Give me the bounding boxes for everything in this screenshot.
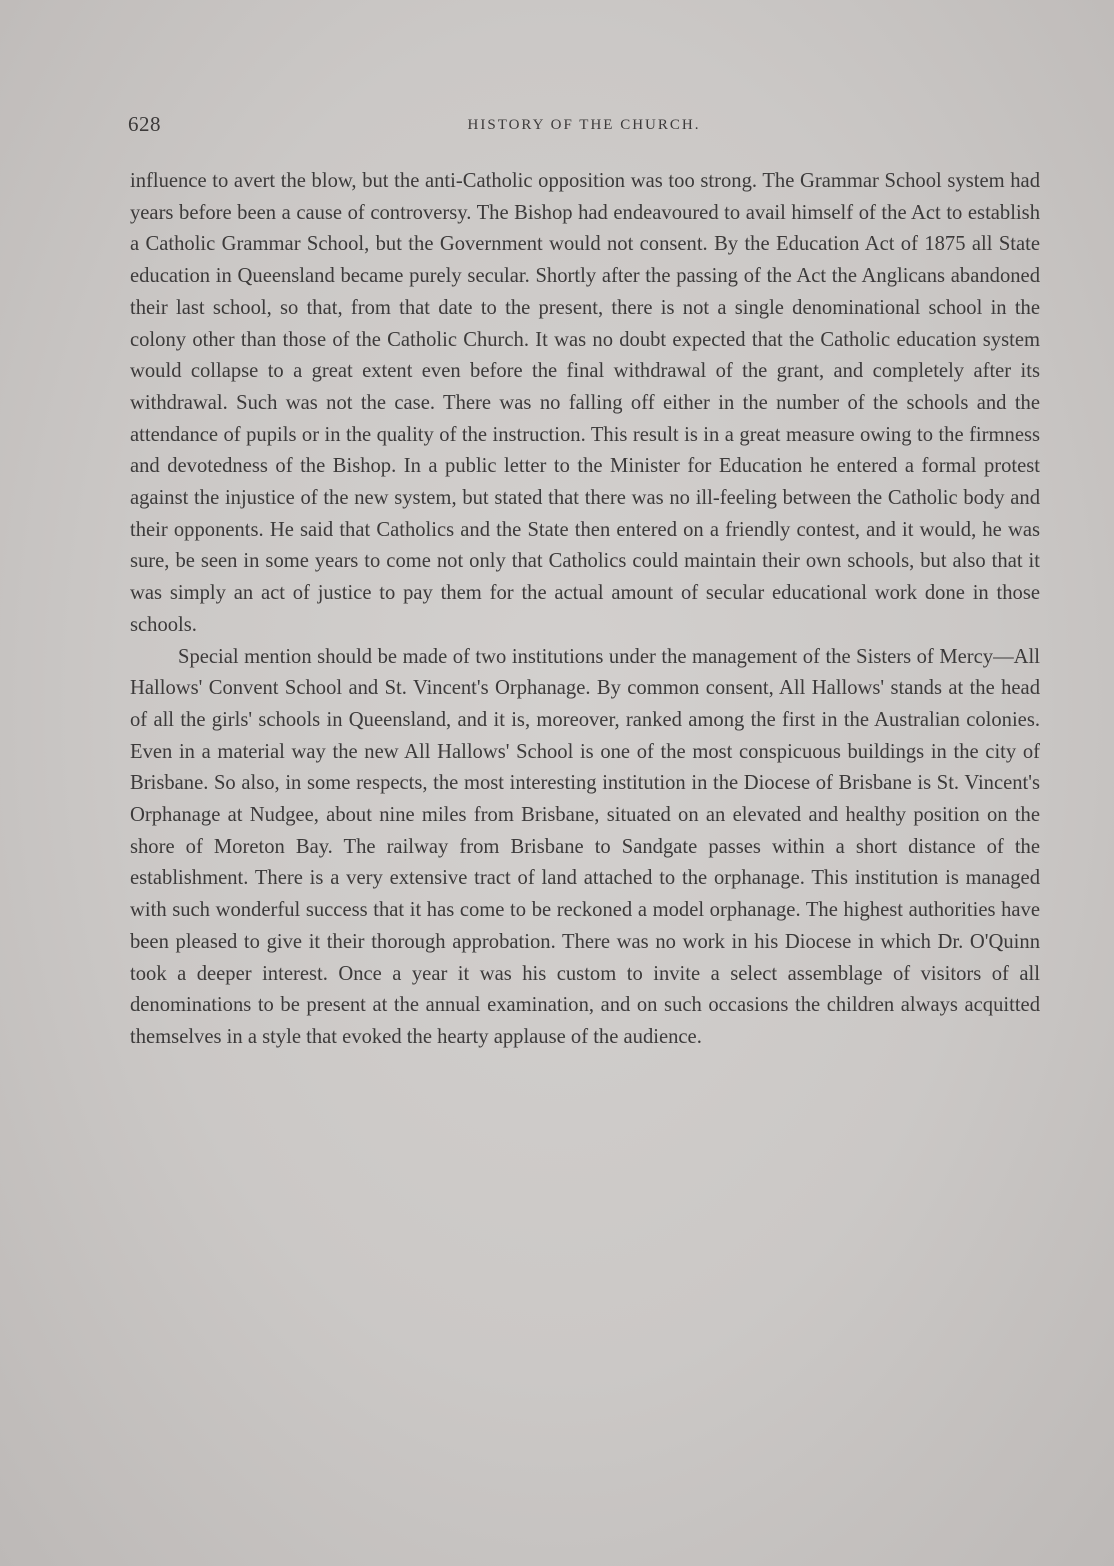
paragraph-institutions: Special mention should be made of two institutions under the management of the Sisters of Mercy—All Hallows' Convent School and St. Vincent's Orphanage. By common consent, All Hallows' stands at the head of all the girls' schools in Queensland, and it is, moreover, ranked among the first in the Australian colonies. Even in a material way the new All Hallows' School is one of the most conspicuous buildings in the city of Brisbane. So also, in some respects, the most interesting institution in the Diocese of Brisbane is St. Vincent's Orphanage at Nudgee, about nine miles from Brisbane, situated on an elevated and healthy position on the shore of Moreton Bay. The railway from Brisbane to Sandgate passes within a short distance of the establishment. There is a very extensive tract of land attached to the orphanage. This institution is managed with such wonderful success that it has come to be reckoned a model orphanage. The highest authorities have been pleased to give it their thorough approbation. There was no work in his Diocese in which Dr. O'Quinn took a deeper interest. Once a year it was his custom to invite a select assemblage of visitors of all denominations to be present at the annual examination, and on such occasions the children always acquitted themselves in a style that evoked the hearty applause of the audience. [130,645,1040,1048]
running-title: HISTORY OF THE CHURCH. [467,117,701,133]
body-text [130,166,1040,1054]
paragraph-continuation: influence to avert the blow, but the anti-Catholic opposition was too strong. The Grammar School system had years before been a cause of controversy. The Bishop had endeavoured to avail himself of the Act to establish a Catholic Grammar School, but the Government would not consent. By the Education Act of 1875 all State education in Queensland became purely secular. Shortly after the passing of the Act the Anglicans abandoned their last school, so that, from that date to the present, there is not a single denominational school in the colony other than those of the Catholic Church. It was no doubt expected that the Catholic education system would collapse to a great extent even before the final withdrawal of the grant, and completely after its withdrawal. Such was not the case. There was no falling off either in the number of the schools and the attendance of pupils or in the quality of the instruction. This result is in a great measure owing to the firmness and devotedness of the Bishop. In a public letter to the Minister for Education he entered a formal protest against the injustice of the new system, but stated that there was no ill-feeling between the Catholic body and their opponents. He said that Catholics and the State then entered on a friendly contest, and it would, he was sure, be seen in some years to come not only that Catholics could maintain their own schools, but also that it was simply an act of justice to pay them for the actual amount of secular educational work done in those schools. [130,170,1040,636]
page-number: 628 [128,112,161,136]
running-head [128,112,1040,142]
